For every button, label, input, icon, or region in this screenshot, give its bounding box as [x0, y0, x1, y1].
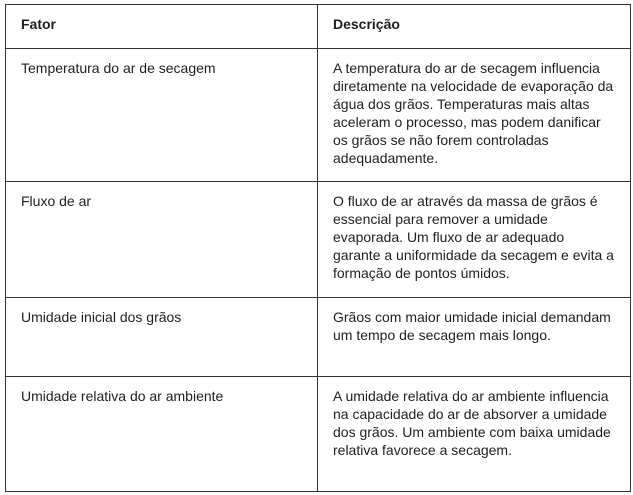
table-row — [6, 377, 631, 492]
factors-table — [5, 4, 631, 492]
description-cell: O fluxo de ar através da massa de grãos é essencial para remover a umidade evaporada. Um fluxo de ar adequado garante a uniformidade da secagem e evita a formação de pontos úmidos. — [318, 182, 631, 298]
factor-cell: Temperatura do ar de secagem — [6, 49, 318, 182]
table-row — [6, 182, 631, 298]
description-cell: A temperatura do ar de secagem influencia diretamente na velocidade de evaporação da água dos grãos. Temperaturas mais altas aceleram o processo, mas podem danificar os grãos se não forem controladas adequadamente. — [318, 49, 631, 182]
table-header-row — [6, 5, 631, 49]
header-description: Descrição — [318, 5, 631, 49]
description-cell: Grãos com maior umidade inicial demandam um tempo de secagem mais longo. — [318, 298, 631, 377]
description-cell: A umidade relativa do ar ambiente influencia na capacidade do ar de absorver a umidade dos grãos. Um ambiente com baixa umidade relativa favorece a secagem. — [318, 377, 631, 492]
table-row — [6, 298, 631, 377]
table-row — [6, 49, 631, 182]
factor-cell: Fluxo de ar — [6, 182, 318, 298]
header-factor: Fator — [6, 5, 318, 49]
factor-cell: Umidade inicial dos grãos — [6, 298, 318, 377]
factor-cell: Umidade relativa do ar ambiente — [6, 377, 318, 492]
